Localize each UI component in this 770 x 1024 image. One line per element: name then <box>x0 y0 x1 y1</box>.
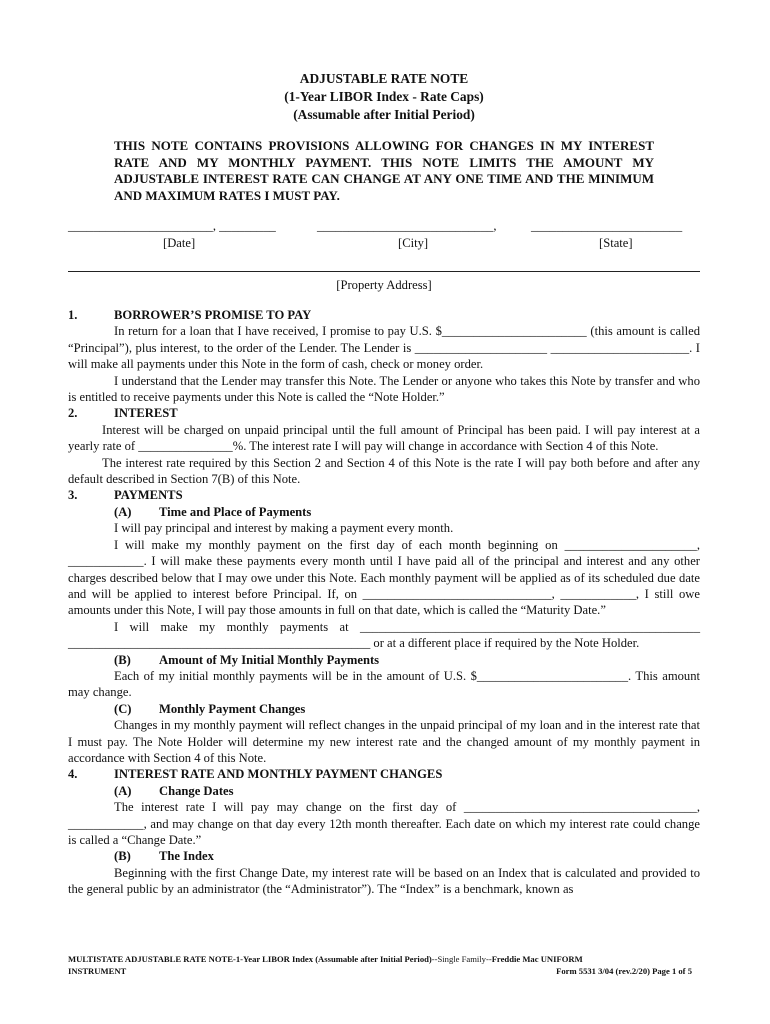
section-4b-paragraph-1: Beginning with the first Change Date, my interest rate will be based on an Index that is calculated and provided to the general public by an administrator (the “Administrator”). The “Index” is a benchmark, known as <box>68 865 700 897</box>
title-line-2: (1-Year LIBOR Index - Rate Caps) <box>284 89 484 104</box>
date-blank: _______________________, _________ <box>68 219 276 233</box>
section-3a-heading: (A) Time and Place of Payments <box>114 504 312 519</box>
section-1-paragraph-1: In return for a loan that I have received, I promise to pay U.S. $_______________________ (this amount is called “Principal”), plus interest, to the order of the Lender. The Lender is _____________________ ______________________. I will make all payments under this Note in the form of cash, check or money order. <box>68 324 700 372</box>
header-fields <box>68 219 700 255</box>
footer-line-2 <box>68 965 700 977</box>
section-2-paragraph-2: The interest rate required by this Section 2 and Section 4 of this Note is the rate I will pay both before and after any default described in Section 7(B) of this Note. <box>68 455 700 487</box>
city-blank: ____________________________, <box>317 219 497 233</box>
footer-form-info: Form 5531 3/04 (rev.2/20) Page 1 of 5 <box>556 966 692 976</box>
section-3c-paragraph-1: Changes in my monthly payment will reflect changes in the unpaid principal of my loan and in the interest rate that I must pay. The Note Holder will determine my new interest rate and the changed amount of my monthly payment in accordance with Section 4 of this Note. <box>68 718 700 765</box>
section-3-heading: 3. PAYMENTS <box>68 488 183 503</box>
section-1-paragraph-2: I understand that the Lender may transfer this Note. The Lender or anyone who takes this Note by transfer and who is entitled to receive payments under this Note is called the “Note Holder.” <box>68 373 700 405</box>
document-page <box>68 70 700 898</box>
section-3b-heading: (B) Amount of My Initial Monthly Payments <box>114 652 380 667</box>
title-line-3: (Assumable after Initial Period) <box>293 107 475 122</box>
state-blank: ________________________ <box>531 219 683 233</box>
page-footer <box>68 953 700 977</box>
note-body <box>68 307 700 898</box>
section-4a-paragraph-1: The interest rate I will pay may change on the first day of _____________________________________, ____________, and may change on that day every 12th month thereafter. Each date on which my interest rate could change is called a “Change Date.” <box>68 800 700 847</box>
section-3a-paragraph-2: I will make my monthly payment on the first day of each month beginning on _____________________, ____________. I will make these payments every month until I have paid all of the principal and interest and any other charges described below that I may owe under this Note. Each monthly payment will be applied as of its scheduled due date and will be applied to interest before Principal. If, on ______________________________, ____________, I still owe amounts under this Note, I will pay those amounts in full on that date, which is called the “Maturity Date.” <box>68 537 700 618</box>
section-3b-paragraph-1: Each of my initial monthly payments will be in the amount of U.S. $________________________. This amount may change. <box>68 668 700 700</box>
document-title <box>68 70 700 124</box>
footer-line-1: MULTISTATE ADJUSTABLE RATE NOTE-1-Year LIBOR Index (Assumable after Initial Period)--Single Family--Freddie Mac UNIFORM <box>68 954 583 964</box>
section-4-heading: 4. INTEREST RATE AND MONTHLY PAYMENT CHANGES <box>68 767 443 782</box>
section-3c-heading: (C) Monthly Payment Changes <box>114 701 306 716</box>
section-3a-paragraph-1: I will pay principal and interest by making a payment every month. <box>114 521 454 536</box>
section-1-heading: 1. BORROWER’S PROMISE TO PAY <box>68 308 312 322</box>
section-2-heading: 2. INTEREST <box>68 406 178 421</box>
section-2-paragraph-1: Interest will be charged on unpaid principal until the full amount of Principal has been paid. I will pay interest at a yearly rate of _______________%. The interest rate I will pay will change in accordance with Section 4 of this Note. <box>68 422 700 454</box>
section-4a-heading: (A) Change Dates <box>114 783 234 798</box>
footer-instrument: INSTRUMENT <box>68 966 127 976</box>
city-label: [City] <box>398 236 429 250</box>
title-line-1: ADJUSTABLE RATE NOTE <box>299 71 469 86</box>
section-3a-paragraph-3: I will make my monthly payments at ______________________________________________________ ________________________________________________ or at a different place if required by the Note Holder. <box>68 619 700 651</box>
property-address-line <box>68 271 700 272</box>
date-label: [Date] <box>163 236 196 250</box>
property-address-label: [Property Address] <box>336 278 432 292</box>
state-label: [State] <box>599 236 633 250</box>
section-4b-heading: (B) The Index <box>114 849 214 864</box>
warning-notice: THIS NOTE CONTAINS PROVISIONS ALLOWING FOR CHANGES IN MY INTEREST RATE AND MY MONTHLY PAYMENT. THIS NOTE LIMITS THE AMOUNT MY ADJUSTABLE INTEREST RATE CAN CHANGE AT ANY ONE TIME AND THE MINIMUM AND MAXIMUM RATES I MUST PAY. <box>114 138 654 203</box>
